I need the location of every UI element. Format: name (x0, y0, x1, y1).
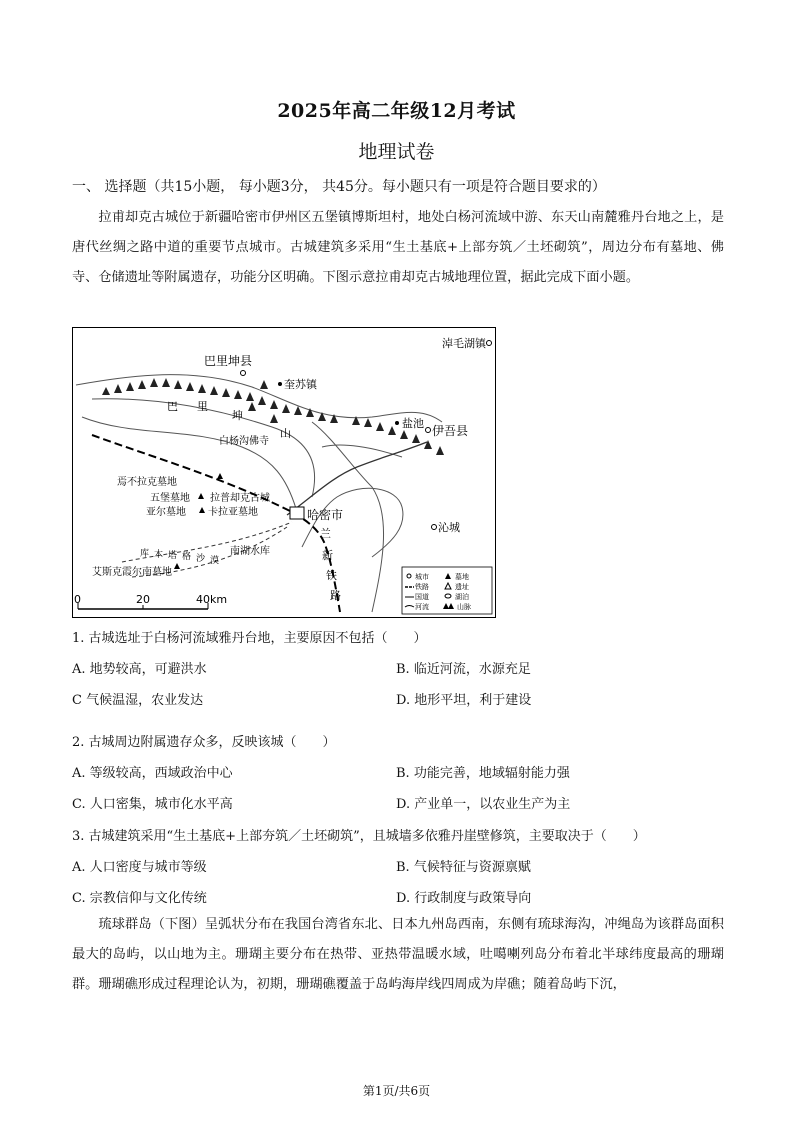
exam-subtitle: 地理试卷 (358, 141, 435, 163)
place-wubao: 五堡墓地 (150, 493, 190, 504)
desert-char-1: 库 (140, 549, 150, 559)
legend-city: 城市 (415, 573, 429, 581)
railway-char-3: 铁 (326, 569, 337, 582)
location-map (72, 327, 496, 618)
place-kalaya: 卡拉亚墓地 (208, 507, 258, 518)
question-1-option-b: B. 临近河流，水源充足 (396, 662, 531, 677)
desert-char-3: 塔 (168, 551, 178, 561)
place-yanchi: 盐池 (402, 417, 424, 430)
place-lafuqueke: 拉普却克古城 (210, 493, 270, 504)
desert-char-5: 沙 (196, 554, 206, 564)
map-legend (402, 567, 492, 614)
question-2-option-a: A. 等级较高，西域政治中心 (72, 766, 233, 781)
question-1-option-c: C 气候温湿，农业发达 (72, 693, 204, 708)
passage-1: 拉甫却克古城位于新疆哈密市伊州区五堡镇博斯坦村，地处白杨河流域中游、东天山南麓雅丹台地之上，是唐代丝绸之路中道的重要节点城市。古城建筑多采用“生土基底+上部夯筑／土坯砌筑”，周边分布有墓地、佛寺、仓储遗址等附属遗存，功能分区明确。下图示意拉甫却克古城地理位置，据此完成下面小题。 (72, 210, 724, 285)
railway-char-1: 兰 (320, 527, 331, 540)
place-naomao: 淖毛湖镇 (442, 337, 486, 350)
mountain-char-2: 里 (197, 400, 208, 413)
railway-char-4: 路 (330, 589, 341, 602)
legend-railway: 铁路 (415, 583, 429, 591)
passage-2: 琉球群岛（下图）呈弧状分布在我国台湾省东北、日本九州岛西南，东侧有琉球海沟，冲绳岛为该群岛面积最大的岛屿，以山地为主。珊瑚主要分布在热带、亚热带温暖水域，吐噶喇列岛分布着北半球纬度最高的珊瑚群。珊瑚礁形成过程理论认为，初期，珊瑚礁覆盖于岛屿海岸线四周成为岸礁；随着岛屿下沉， (72, 917, 724, 992)
desert-char-4: 格 (182, 552, 192, 562)
question-2-option-d: D. 产业单一，以农业生产为主 (396, 797, 571, 812)
scale-zero: 0 (74, 593, 81, 606)
question-3-option-a: A. 人口密度与城市等级 (72, 860, 207, 875)
mountain-char-3: 坤 (232, 409, 243, 422)
question-3-stem: 3. 古城建筑采用“生土基底+上部夯筑／土坯砌筑”，且城墙多依雅丹崖壁修筑，主要取决于（ ） (72, 829, 646, 844)
question-3-option-c: C. 宗教信仰与文化传统 (72, 891, 207, 906)
place-balikun: 巴里坤县 (204, 354, 253, 368)
mountain-char-4: 山 (280, 427, 291, 440)
place-kuisu: 奎苏镇 (284, 378, 317, 391)
page-footer: 第1页/共6页 (362, 1084, 431, 1098)
place-qincheng: 沁城 (438, 521, 460, 534)
legend-lake: 湖泊 (455, 593, 469, 601)
question-3-option-b: B. 气候特征与资源禀赋 (396, 860, 531, 875)
legend-site: 遗址 (455, 583, 469, 591)
question-1-option-d: D. 地形平坦，利于建设 (396, 693, 532, 708)
question-2-option-c: C. 人口密集，城市化水平高 (72, 797, 233, 812)
railway-char-2: 新 (322, 549, 333, 562)
place-hami: 哈密市 (307, 508, 344, 522)
place-yaer: 亚尔墓地 (146, 507, 186, 518)
mountain-char-1: 巴 (167, 400, 178, 413)
desert-char-6: 漠 (210, 556, 220, 566)
place-aisikexia: 艾斯克霞尔南墓地 (92, 567, 172, 578)
exam-title: 2025年高二年级12月考试 (277, 100, 516, 122)
legend-river: 河流 (415, 603, 429, 611)
place-nanhu: 南湖水库 (230, 546, 270, 557)
desert-char-2: 木 (154, 550, 164, 560)
section-heading: 一、 选择题（共15小题， 每小题3分， 共45分。每小题只有一项是符合题目要求的） (72, 179, 606, 195)
legend-mountain: 山脉 (457, 603, 471, 611)
place-baiyanggou: 白杨沟佛寺 (219, 436, 269, 447)
place-yiwu: 伊吾县 (432, 424, 469, 438)
place-yanbula: 焉不拉克墓地 (117, 477, 177, 488)
scale-mid: 20 (136, 593, 150, 606)
question-1-stem: 1. 古城选址于白杨河流域雅丹台地，主要原因不包括（ ） (72, 631, 427, 646)
legend-road: 国道 (415, 593, 429, 601)
question-2-stem: 2. 古城周边附属遗存众多，反映该城（ ） (72, 735, 336, 750)
question-2-option-b: B. 功能完善，地域辐射能力强 (396, 766, 570, 781)
question-3-option-d: D. 行政制度与政策导向 (396, 891, 532, 906)
legend-cemetery: 墓地 (455, 573, 469, 581)
scale-end: 40km (196, 593, 228, 606)
question-1-option-a: A. 地势较高，可避洪水 (72, 662, 207, 677)
